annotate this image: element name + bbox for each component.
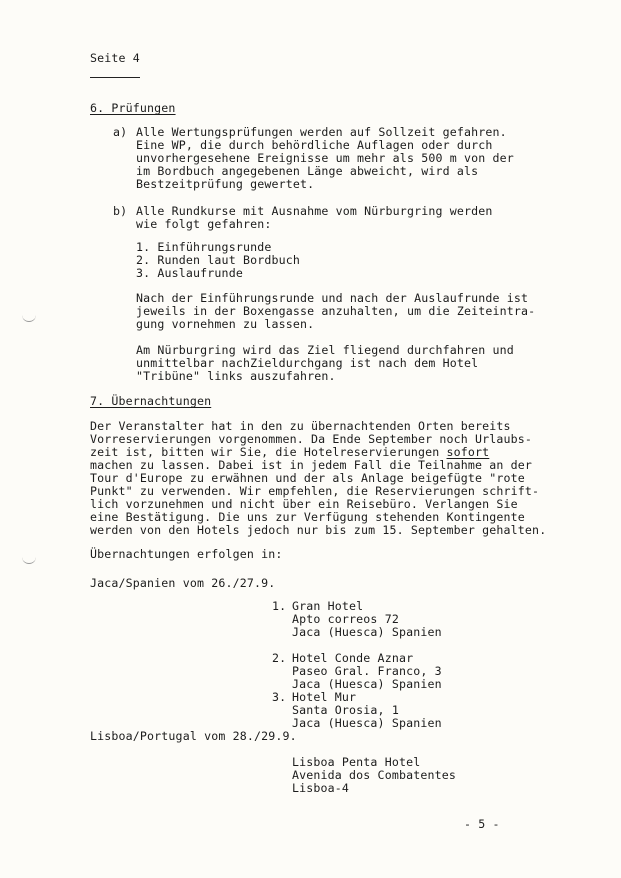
intro-line-text: zeit ist, bitten wir Sie, die Hotelreservierungen [90, 445, 447, 459]
intro-line: Tour d'Europe zu erwähnen und der als Anlage beigefügte "rote [90, 471, 525, 485]
paragraph-line: jeweils in der Boxengasse anzuhalten, um die Zeiteintra- [136, 304, 536, 318]
hotel-line: Lisboa-4 [292, 781, 350, 795]
item-b-label: b) [113, 204, 128, 218]
header-rule [90, 77, 140, 78]
next-page-number: - 5 - [464, 817, 500, 831]
intro-line: werden von den Hotels jedoch nur bis zum 15. September gehalten. [90, 523, 547, 537]
paragraph-line: "Tribüne" links auszufahren. [136, 369, 336, 383]
intro-line: Vorreservierungen vorgenommen. Da Ende September noch Urlaubs- [90, 432, 533, 446]
intro-line: Der Veranstalter hat in den zu übernachtenden Orten bereits [90, 419, 511, 433]
hotel-line: Lisboa Penta Hotel [292, 755, 421, 769]
list-item: 1. Einführungsrunde [136, 240, 272, 254]
section-6-title: 6. Prüfungen [90, 101, 176, 115]
punch-hole-mark [22, 554, 36, 564]
paragraph-line: Am Nürburgring wird das Ziel fliegend durchfahren und [136, 343, 514, 357]
hotel-line: Avenida dos Combatentes [292, 768, 456, 782]
hotel-line: Hotel Mur [292, 690, 357, 704]
hotel-number: 3. [272, 690, 287, 704]
hotel-line: Apto correos 72 [292, 612, 399, 626]
lead-line: Übernachtungen erfolgen in: [90, 547, 283, 561]
hotel-line: Jaca (Huesca) Spanien [292, 677, 442, 691]
item-a-line: Bestzeitprüfung gewertet. [136, 177, 315, 191]
section-7-title: 7. Übernachtungen [90, 394, 212, 408]
intro-line: eine Bestätigung. Die uns zur Verfügung stehenden Kontingente [90, 510, 525, 524]
emphasis-word: sofort [446, 445, 490, 459]
item-a-line: Alle Wertungsprüfungen werden auf Sollzeit gefahren. [136, 125, 507, 139]
item-a-line: unvorhergesehene Ereignisse um mehr als 500 m von der [136, 151, 514, 165]
paragraph-line: Nach der Einführungsrunde und nach der Auslaufrunde ist [136, 291, 529, 305]
item-a-line: im Bordbuch angegebenen Länge abweicht, wird als [136, 164, 479, 178]
hotel-line: Gran Hotel [292, 599, 364, 613]
hotel-line: Jaca (Huesca) Spanien [292, 625, 442, 639]
page-label: Seite 4 [90, 51, 140, 65]
hotel-line: Paseo Gral. Franco, 3 [292, 664, 442, 678]
item-a-line: Eine WP, die durch behördliche Auflagen oder durch [136, 138, 493, 152]
hotel-number: 1. [272, 599, 287, 613]
paragraph-line: unmittelbar nachZieldurchgang ist nach dem Hotel [136, 356, 479, 370]
hotel-line: Jaca (Huesca) Spanien [292, 716, 442, 730]
item-b-line: Alle Rundkurse mit Ausnahme vom Nürburgring werden [136, 204, 493, 218]
hotel-line: Hotel Conde Aznar [292, 651, 414, 665]
hotel-number: 2. [272, 651, 287, 665]
intro-line: Punkt" zu verwenden. Wir empfehlen, die Reservierungen schrift- [90, 484, 540, 498]
punch-hole-mark [22, 312, 36, 322]
list-item: 2. Runden laut Bordbuch [136, 253, 300, 267]
hotel-line: Santa Orosia, 1 [292, 703, 399, 717]
lisboa-heading: Lisboa/Portugal vom 28./29.9. [90, 729, 297, 743]
paragraph-line: gung vornehmen zu lassen. [136, 317, 315, 331]
intro-line: lich vorzunehmen und nicht über ein Reisebüro. Verlangen Sie [90, 497, 518, 511]
list-item: 3. Auslaufrunde [136, 266, 243, 280]
jaca-heading: Jaca/Spanien vom 26./27.9. [90, 576, 276, 590]
item-a-label: a) [113, 125, 128, 139]
intro-line: machen zu lassen. Dabei ist in jedem Fall die Teilnahme an der [90, 458, 533, 472]
item-b-line: wie folgt gefahren: [136, 217, 272, 231]
